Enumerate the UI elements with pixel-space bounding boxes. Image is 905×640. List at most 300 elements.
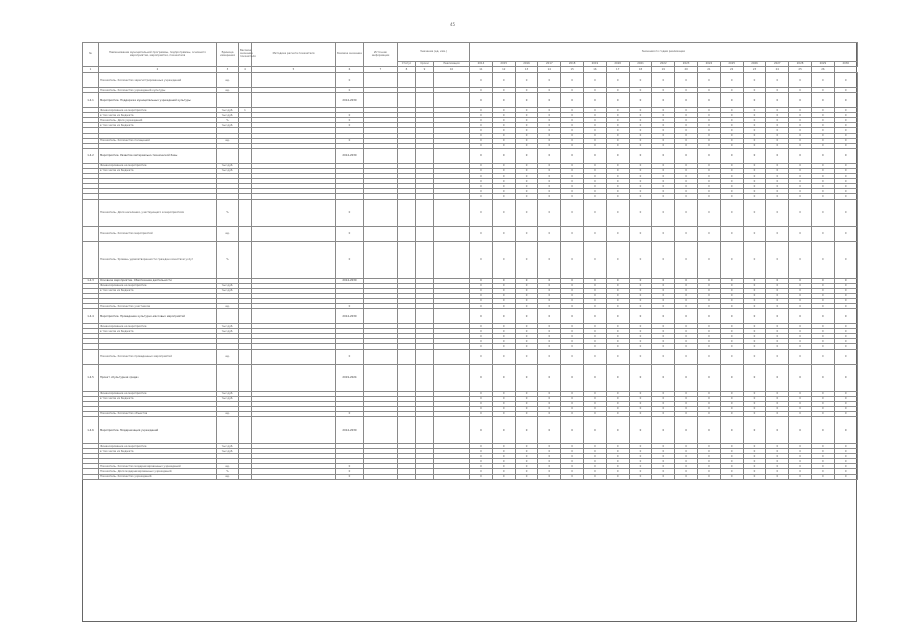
row-year-value: 0 [515, 143, 538, 148]
row-year-value: 0 [675, 417, 698, 444]
row-year-value: 0 [652, 133, 675, 138]
row-year-value: 0 [470, 324, 493, 329]
row-year-value: 0 [584, 163, 607, 168]
row-year-value: 0 [606, 148, 629, 163]
row-year-value: 0 [698, 344, 721, 349]
row-year-value: 0 [789, 406, 812, 411]
row-source [364, 309, 398, 324]
row-year-value: 0 [811, 179, 834, 184]
header-year-2014: 2014 [470, 62, 493, 67]
table-row [83, 364, 858, 391]
row-year-value: 0 [492, 133, 515, 138]
row-year-value: 0 [743, 329, 766, 334]
row-year-value: 0 [492, 339, 515, 344]
row-year-value: 0 [743, 189, 766, 194]
row-year-value: 0 [698, 133, 721, 138]
header-year-2025: 2025 [720, 62, 743, 67]
row-year-value: 0 [515, 184, 538, 189]
row-year-value: 0 [766, 401, 789, 406]
row-unit: ед. [217, 88, 239, 93]
row-year-value: 0 [538, 108, 561, 113]
row-year-value: 0 [561, 364, 584, 391]
row-year-value: 0 [698, 334, 721, 339]
row-year-value: 0 [606, 334, 629, 339]
column-number: 9 [416, 67, 434, 73]
row-regional-cell [434, 309, 470, 324]
row-year-value: 0 [720, 364, 743, 391]
row-year-value: 0 [766, 93, 789, 108]
row-year-value: 0 [675, 334, 698, 339]
row-year-value: 0 [538, 324, 561, 329]
row-year-value: 0 [789, 138, 812, 143]
row-year-value: 0 [789, 88, 812, 93]
row-year-value: 0 [789, 298, 812, 303]
row-regional-cell [416, 148, 434, 163]
row-unit: тыс.руб. [217, 396, 239, 401]
row-year-value: 0 [789, 118, 812, 123]
row-year-value: 0 [720, 118, 743, 123]
row-year-value: 0 [720, 184, 743, 189]
row-regional-cell [398, 309, 416, 324]
row-year-value: 0 [698, 88, 721, 93]
row-year-value: 0 [834, 93, 857, 108]
row-year-value: 0 [538, 406, 561, 411]
row-year-value: 0 [675, 303, 698, 308]
column-number: 10 [434, 67, 470, 73]
row-year-value: 0 [766, 118, 789, 123]
row-year-value: 0 [675, 329, 698, 334]
row-year-value: 0 [789, 464, 812, 469]
row-year-value: 0 [789, 469, 812, 474]
row-year-value: 0 [470, 454, 493, 459]
row-method [252, 349, 336, 364]
row-year-value: 0 [789, 417, 812, 444]
row-year-value: 0 [743, 199, 766, 226]
row-year-value: 0 [538, 339, 561, 344]
row-year-value: 0 [470, 309, 493, 324]
row-year-value: 0 [584, 324, 607, 329]
row-year-value: 0 [675, 143, 698, 148]
row-year-value: 0 [811, 133, 834, 138]
row-year-value: 0 [561, 174, 584, 179]
row-year-value: 0 [652, 444, 675, 449]
table-body [83, 67, 858, 480]
row-name: Финансирование на мероприятие [99, 108, 217, 113]
row-year-value: 0 [675, 168, 698, 173]
row-year-value: 0 [606, 194, 629, 199]
row-year-value: 0 [720, 278, 743, 283]
row-year-value: 0 [766, 293, 789, 298]
row-year-value: 0 [584, 464, 607, 469]
row-year-value: 0 [675, 93, 698, 108]
row-year-value: 0 [698, 396, 721, 401]
row-year-value: 0 [652, 469, 675, 474]
row-year-value: 0 [606, 123, 629, 128]
row-method [252, 474, 336, 479]
row-year-value: 0 [743, 174, 766, 179]
row-year-value: 0 [492, 199, 515, 226]
header-year-2016: 2016 [515, 62, 538, 67]
row-year-value: 0 [606, 417, 629, 444]
row-year-value: 0 [470, 194, 493, 199]
row-year-value: 0 [606, 199, 629, 226]
row-year-value: 0 [698, 406, 721, 411]
row-year-value: 0 [789, 454, 812, 459]
row-year-value: 0 [470, 293, 493, 298]
row-year-value: 0 [766, 303, 789, 308]
row-year-value: 0 [470, 128, 493, 133]
row-year-value: 0 [675, 189, 698, 194]
row-source [364, 199, 398, 226]
row-year-value: 0 [606, 128, 629, 133]
row-year-value: 0 [652, 118, 675, 123]
row-year-value: 0 [470, 138, 493, 143]
row-regional-cell [434, 93, 470, 108]
row-year-value: 0 [743, 396, 766, 401]
row-year-value: 0 [766, 339, 789, 344]
row-year-value: 0 [698, 411, 721, 416]
row-year-value: 0 [720, 241, 743, 278]
row-unit: тыс.руб. [217, 324, 239, 329]
row-year-value: 0 [766, 334, 789, 339]
row-year-value: 0 [811, 469, 834, 474]
row-year-value: 0 [538, 449, 561, 454]
row-year-value: 0 [834, 174, 857, 179]
row-year-value: 0 [538, 288, 561, 293]
row-year-value: 0 [606, 189, 629, 194]
row-weight [239, 349, 252, 364]
row-year-value: 0 [789, 226, 812, 241]
row-year-value: 0 [561, 283, 584, 288]
row-year-value: 0 [675, 174, 698, 179]
row-year-value: 0 [561, 401, 584, 406]
row-year-value: 0 [606, 179, 629, 184]
row-year-value: 0 [515, 417, 538, 444]
row-year-value: 0 [470, 339, 493, 344]
row-year-value: 0 [561, 444, 584, 449]
row-year-value: 0 [698, 464, 721, 469]
row-year-value: 0 [470, 199, 493, 226]
row-year-value: 0 [629, 329, 652, 334]
row-year-value: 0 [766, 133, 789, 138]
row-year-value: 0 [538, 189, 561, 194]
row-year-value: 0 [698, 303, 721, 308]
row-name: в том числе из бюджета [99, 288, 217, 293]
row-year-value: 0 [561, 469, 584, 474]
column-number: 22 [720, 67, 743, 73]
row-year-value: 0 [720, 469, 743, 474]
row-year-value: 0 [538, 469, 561, 474]
row-year-value: 0 [652, 179, 675, 184]
row-unit [217, 148, 239, 163]
row-unit: ед. [217, 226, 239, 241]
row-year-value: 0 [492, 449, 515, 454]
row-year-value: 0 [584, 349, 607, 364]
row-year-value: 0 [492, 128, 515, 133]
row-year-value: 0 [834, 329, 857, 334]
row-year-value: 0 [492, 226, 515, 241]
row-year-value: 0 [698, 108, 721, 113]
row-year-value: 0 [629, 396, 652, 401]
row-year-value: 0 [766, 199, 789, 226]
row-name: Мероприятие. Поддержка муниципальных учреждений культуры [99, 93, 217, 108]
row-year-value: 0 [515, 344, 538, 349]
row-number [83, 73, 99, 88]
row-year-value: 0 [675, 444, 698, 449]
row-year-value: 0 [538, 163, 561, 168]
row-year-value: 0 [470, 226, 493, 241]
row-year-value: 0 [675, 179, 698, 184]
row-year-value: 0 [811, 241, 834, 278]
row-year-value: 0 [584, 293, 607, 298]
row-year-value: 0 [629, 349, 652, 364]
row-year-value: 0 [720, 339, 743, 344]
row-source [364, 349, 398, 364]
row-year-value: 0 [652, 73, 675, 88]
row-year-value: 0 [766, 113, 789, 118]
row-year-value: 0 [606, 344, 629, 349]
row-year-value: 0 [492, 298, 515, 303]
row-year-value: 0 [811, 324, 834, 329]
row-year-value: 0 [652, 168, 675, 173]
row-year-value: 0 [720, 298, 743, 303]
row-method [252, 199, 336, 226]
column-number: 8 [398, 67, 416, 73]
row-year-value: 0 [606, 113, 629, 118]
row-year-value: 0 [584, 168, 607, 173]
row-year-value: 0 [606, 73, 629, 88]
row-unit: тыс.руб. [217, 329, 239, 334]
row-unit: % [217, 241, 239, 278]
row-year-value: 0 [698, 278, 721, 283]
row-year-value: 0 [675, 241, 698, 278]
row-year-value: 0 [834, 334, 857, 339]
row-year-value: 0 [743, 163, 766, 168]
table-row [83, 241, 858, 278]
row-basis: 0 [336, 303, 364, 308]
row-year-value: 0 [629, 278, 652, 283]
row-year-value: 0 [606, 293, 629, 298]
row-year-value: 0 [789, 444, 812, 449]
row-year-value: 0 [652, 334, 675, 339]
row-year-value: 0 [561, 454, 584, 459]
row-year-value: 0 [675, 309, 698, 324]
row-basis: 0 [336, 138, 364, 143]
row-basis: 0 [336, 118, 364, 123]
row-year-value: 0 [766, 108, 789, 113]
row-year-value: 0 [561, 163, 584, 168]
row-year-value: 0 [789, 334, 812, 339]
row-year-value: 0 [720, 349, 743, 364]
row-year-value: 0 [561, 349, 584, 364]
column-number: 19 [652, 67, 675, 73]
row-year-value: 0 [766, 241, 789, 278]
row-year-value: 0 [698, 189, 721, 194]
row-year-value: 0 [789, 474, 812, 479]
row-year-value: 0 [515, 339, 538, 344]
row-year-value: 0 [470, 474, 493, 479]
row-unit: ед. [217, 474, 239, 479]
row-year-value: 0 [811, 364, 834, 391]
row-year-value: 0 [492, 364, 515, 391]
row-regional-cell [416, 226, 434, 241]
table-row [83, 417, 858, 444]
row-year-value: 0 [675, 324, 698, 329]
row-weight [239, 417, 252, 444]
row-year-value: 0 [515, 174, 538, 179]
row-year-value: 0 [561, 309, 584, 324]
row-year-value: 0 [675, 133, 698, 138]
row-year-value: 0 [584, 174, 607, 179]
row-year-value: 0 [675, 391, 698, 396]
row-year-value: 0 [743, 339, 766, 344]
row-year-value: 0 [606, 324, 629, 329]
row-year-value: 0 [743, 278, 766, 283]
row-year-value: 0 [538, 459, 561, 464]
row-regional-cell [416, 417, 434, 444]
row-regional-cell [434, 73, 470, 88]
row-regional-cell [434, 199, 470, 226]
header-unit: Единица измерения [217, 43, 239, 67]
row-year-value: 0 [470, 148, 493, 163]
row-year-value: 0 [766, 329, 789, 334]
row-name: Показатель. Доля населения, участвующего в мероприятиях [99, 199, 217, 226]
row-unit: % [217, 118, 239, 123]
row-year-value: 0 [698, 324, 721, 329]
row-year-value: 0 [743, 143, 766, 148]
row-year-value: 0 [811, 303, 834, 308]
column-number: 5 [252, 67, 336, 73]
row-year-value: 0 [652, 459, 675, 464]
row-year-value: 0 [766, 73, 789, 88]
header-year-2015: 2015 [492, 62, 515, 67]
row-year-value: 0 [743, 298, 766, 303]
row-year-value: 0 [834, 168, 857, 173]
row-year-value: 0 [492, 184, 515, 189]
row-basis: 0 [336, 73, 364, 88]
row-year-value: 0 [561, 194, 584, 199]
row-year-value: 0 [538, 184, 561, 189]
column-number: 18 [629, 67, 652, 73]
row-year-value: 0 [515, 329, 538, 334]
row-year-value: 0 [492, 168, 515, 173]
row-year-value: 0 [834, 133, 857, 138]
row-year-value: 0 [834, 288, 857, 293]
row-year-value: 0 [811, 391, 834, 396]
row-year-value: 0 [789, 391, 812, 396]
row-year-value: 0 [515, 163, 538, 168]
row-year-value: 0 [515, 303, 538, 308]
row-regional-cell [416, 199, 434, 226]
row-year-value: 0 [720, 401, 743, 406]
row-unit: ед. [217, 303, 239, 308]
row-year-value: 0 [629, 123, 652, 128]
row-year-value: 0 [720, 148, 743, 163]
row-basis: 2019-2024 [336, 364, 364, 391]
row-year-value: 0 [675, 396, 698, 401]
row-unit [217, 417, 239, 444]
row-year-value: 0 [789, 293, 812, 298]
row-year-value: 0 [538, 283, 561, 288]
row-year-value: 0 [561, 344, 584, 349]
header-year-2026: 2026 [743, 62, 766, 67]
row-year-value: 0 [743, 93, 766, 108]
row-year-value: 0 [629, 298, 652, 303]
row-year-value: 0 [470, 88, 493, 93]
row-year-value: 0 [629, 288, 652, 293]
row-method [252, 73, 336, 88]
row-year-value: 0 [789, 349, 812, 364]
row-year-value: 0 [515, 334, 538, 339]
row-basis: 0 [336, 241, 364, 278]
row-year-value: 0 [834, 148, 857, 163]
row-year-value: 0 [834, 344, 857, 349]
row-name: Финансирование на мероприятие [99, 444, 217, 449]
row-year-value: 0 [492, 241, 515, 278]
row-year-value: 0 [811, 199, 834, 226]
row-year-value: 0 [515, 288, 538, 293]
row-year-value: 0 [811, 174, 834, 179]
row-year-value: 0 [584, 143, 607, 148]
row-year-value: 0 [675, 344, 698, 349]
row-year-value: 0 [675, 278, 698, 283]
row-regional-cell [416, 474, 434, 479]
row-year-value: 0 [675, 293, 698, 298]
row-number [83, 226, 99, 241]
row-year-value: 0 [561, 293, 584, 298]
row-regional-cell [416, 364, 434, 391]
row-year-value: 0 [789, 339, 812, 344]
row-year-value: 0 [652, 344, 675, 349]
row-name: Проект «Культурная среда» [99, 364, 217, 391]
header-year-2028: 2028 [789, 62, 812, 67]
row-year-value: 0 [652, 199, 675, 226]
row-year-value: 0 [675, 194, 698, 199]
row-year-value: 0 [561, 411, 584, 416]
row-year-value: 0 [834, 391, 857, 396]
header-regional-2: Реализация [434, 62, 470, 67]
row-name: Финансирование на мероприятие [99, 391, 217, 396]
row-year-value: 0 [492, 174, 515, 179]
row-year-value: 0 [834, 138, 857, 143]
row-year-value: 0 [789, 396, 812, 401]
row-year-value: 0 [515, 199, 538, 226]
row-year-value: 0 [766, 324, 789, 329]
row-year-value: 0 [470, 179, 493, 184]
row-regional-cell [434, 474, 470, 479]
row-year-value: 0 [629, 339, 652, 344]
row-year-value: 0 [492, 474, 515, 479]
row-regional-cell [398, 349, 416, 364]
row-year-value: 0 [470, 93, 493, 108]
header-method: Методика расчета показателя [252, 43, 336, 67]
row-year-value: 0 [811, 464, 834, 469]
row-year-value: 0 [698, 138, 721, 143]
row-year-value: 0 [584, 128, 607, 133]
row-year-value: 0 [652, 123, 675, 128]
row-year-value: 0 [766, 283, 789, 288]
row-year-value: 0 [789, 401, 812, 406]
row-year-value: 0 [789, 108, 812, 113]
row-year-value: 0 [811, 278, 834, 283]
row-year-value: 0 [698, 179, 721, 184]
row-year-value: 0 [675, 288, 698, 293]
row-year-value: 0 [720, 113, 743, 118]
row-year-value: 0 [606, 396, 629, 401]
table-row [83, 349, 858, 364]
row-year-value: 0 [584, 226, 607, 241]
row-year-value: 0 [743, 469, 766, 474]
